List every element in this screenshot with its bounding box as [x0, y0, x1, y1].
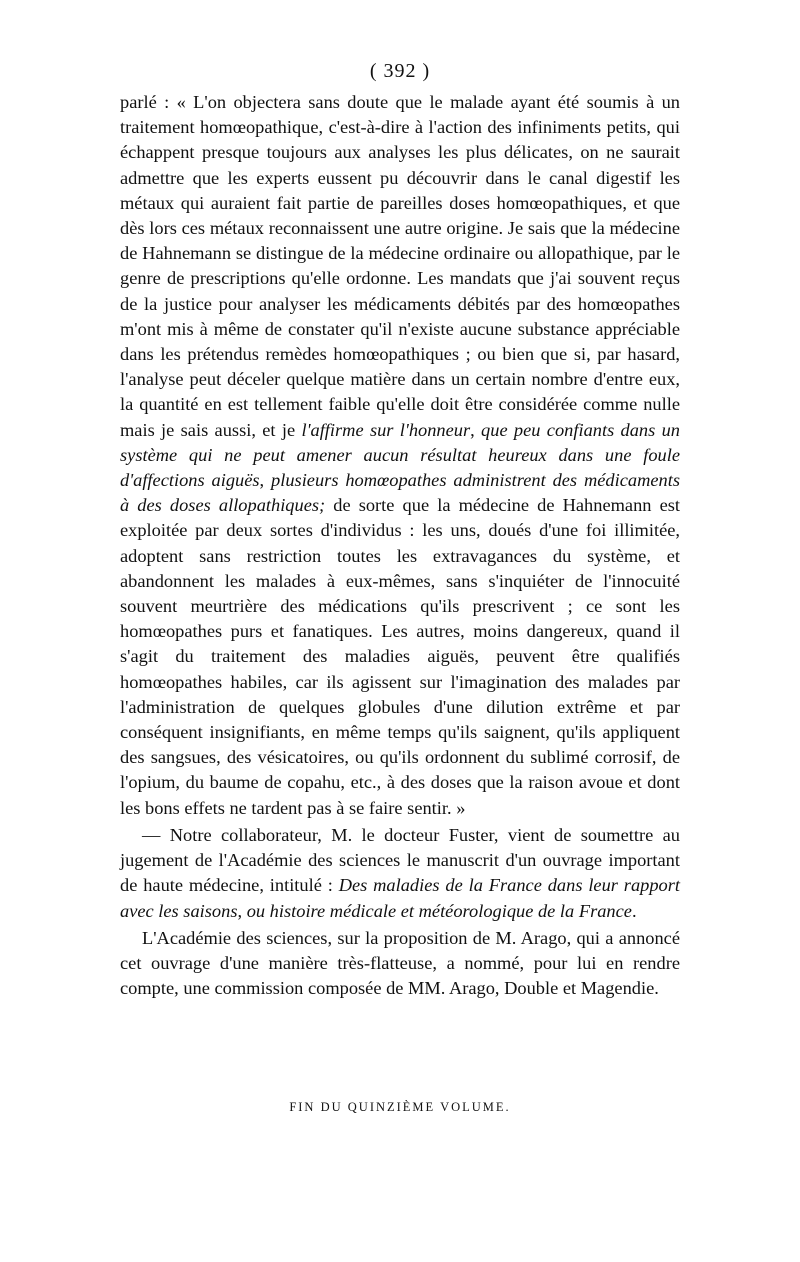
quote-text-2: ,	[470, 419, 482, 440]
quote-text-3: ,	[259, 470, 272, 491]
body-text	[120, 90, 680, 1001]
book-title: Des maladies de la France dans leur rapport avec les saisons	[120, 875, 681, 921]
paragraph-quotation	[120, 90, 680, 821]
paragraph-academie: L'Académie des sciences, sur la proposition de M. Arago, qui a annoncé cet ouvrage d'une manière très-flatteuse, a nommé, pour lui en rendre compte, une commission composée de MM. Arago, Double et Magendie.	[120, 927, 680, 999]
quote-italic-3: plusieurs homœopathes administrent des médicaments à des doses allopathiques;	[120, 470, 680, 516]
quote-italic-2: que peu confiants dans un système qui ne peut amener aucun résultat heureux dans une foule d'affections aiguës	[120, 419, 681, 491]
paragraph-fuster	[120, 823, 680, 924]
fuster-text-3: .	[631, 900, 637, 921]
fuster-text-1: — Notre collaborateur, M. le docteur Fuster, vient de soumettre au jugement de l'Académie des sciences le manuscrit d'un ouvrage important de haute médecine, intitulé :	[120, 824, 680, 896]
quote-text-4: de sorte que la médecine de Hahnemann est exploitée par deux sortes d'individus : les uns, doués d'une foi illimitée, adoptent sans restriction toutes les extravagances du système, et abandonnent les malades à eux-mêmes, sans s'inquiéter de l'innocuité souvent meurtrière des médications qu'ils prescrivent ; ce sont les homœopathes purs et fanatiques. Les autres, moins dangereux, quand il s'agit du traitement des maladies aiguës, peuvent être qualifiés homœopathes habiles, car ils agissent sur l'imagination des malades par l'administration de quelques globules d'une dilution extrême et par conséquent insignifiants, en même temps qu'ils saignent, qu'ils appliquent des sangsues, des vésicatoires, ou qu'ils ordonnent du sublimé corrosif, de l'opium, du baume de copahu, etc., à des doses que la raison avoue et dont les bons effets ne tardent pas à se faire sentir. »	[120, 495, 680, 818]
page-number: ( 392 )	[369, 60, 431, 82]
quote-text-1: parlé : « L'on objectera sans doute que le malade ayant été soumis à un traitement homœopathique, c'est-à-dire à l'action des infiniments petits, qui échappent presque toujours aux analyses les plus délicates, on ne saurait admettre que les experts eussent pu découvrir dans le canal digestif les métaux qui auraient fait partie de pareilles doses homœopathiques, et que dès lors ces métaux reconnaissent une autre origine. Je sais que la médecine de Hahnemann se distingue de la médecine ordinaire ou allopathique, par le genre de prescriptions qu'elle ordonne. Les mandats que j'ai souvent reçus de la justice pour analyser les médicaments débités par des homœopathes m'ont mis à même de constater qu'il n'existe aucune substance appréciable dans les prétendus remèdes homœopathiques ; ou bien que si, par hasard, l'analyse peut déceler quelque matière dans un certain nombre d'entre eux, la quantité en est tellement faible qu'elle doit être considérée comme nulle mais je sais aussi, et je	[120, 92, 680, 440]
book-subtitle: ou histoire médicale et météorologique de la France	[246, 900, 632, 921]
end-of-volume: FIN DU QUINZIÈME VOLUME.	[289, 1100, 511, 1114]
fuster-text-2: ,	[237, 900, 247, 921]
quote-italic-1: l'affirme sur l'honneur	[301, 419, 471, 440]
